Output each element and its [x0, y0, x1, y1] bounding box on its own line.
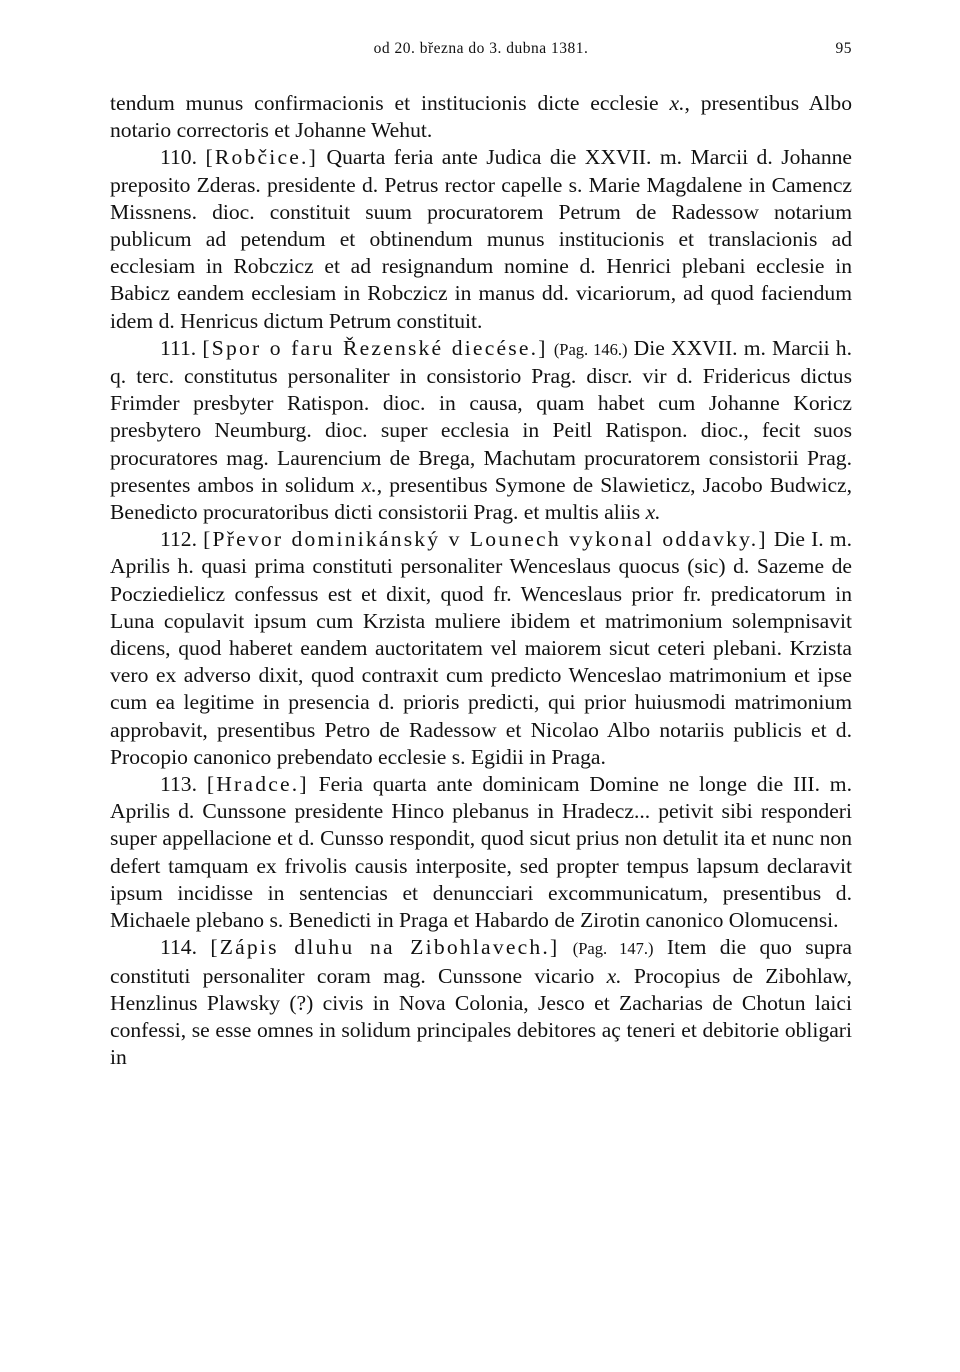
entry-number: 114. — [160, 935, 197, 960]
entry-heading: [Spor o faru Řezenské diecése.] — [202, 335, 548, 360]
paragraph-text: tendum munus confirmacionis et institucionis dicte ecclesie — [110, 91, 670, 115]
entry-110 — [110, 144, 852, 334]
entry-number: 111. — [160, 335, 197, 360]
entry-heading: [Robčice.] — [205, 145, 319, 170]
body-text — [110, 90, 852, 1071]
page-reference: (Pag. 146.) — [553, 339, 628, 359]
entry-heading: [Hradce.] — [206, 772, 309, 797]
entry-text: Die XXVII. m. Marcii h. q. terc. constitutus personaliter in consistorio Prag. discr. vir d. Fridericus dictus Frimder presbyter Ratispon. dioc. in causa, quam habet cum Johanne Koricz presbytero Neumburg. dioc. super ecclesia in Peitl Ratispon. dioc., fecit suos procuratores mag. Laurencium de Brega, Machutam procuratorem consistorii Prag. presentes ambos in solidum — [110, 335, 852, 497]
x-mark: x. — [361, 472, 377, 497]
paragraph-continuation — [110, 90, 852, 144]
x-mark: x. — [669, 91, 685, 115]
entry-text: Procopius de Zibohlaw, Henzlinus Plawsky (?) civis in Nova Colonia, Jesco et Zacharias de Chotun laici confessi, se esse omnes in solidum principales debitores aç teneri et debitorie obligari in — [110, 963, 852, 1070]
entry-113 — [110, 771, 852, 934]
x-mark: x. — [606, 963, 622, 988]
entry-text: , presentibus Symone de Slawieticz, Jacobo Budwicz, Benedicto procuratoribus dicti consistorii Prag. et multis aliis — [110, 472, 853, 525]
entry-111 — [110, 335, 852, 526]
entry-text: Quarta feria ante Judica die XXVII. m. Marcii d. Johanne preposito Zderas. presidente d. Petrus rector capelle s. Marie Magdalene in Camencz Missnens. dioc. constituit suum procuratorem Petrum de Radessow notarium publicum ad petendum et obtinendum munus institucionis et translacionis ad ecclesiam in Robczicz et ad resignandum nomine d. Henrici plebani ecclesie in Babicz eandem ecclesiam in Robczicz in manus dd. vicariorum, ad quod faciendum idem d. Henricus dictum Petrum constituit. — [110, 145, 853, 333]
paragraph-text: , presentibus Albo notario correctoris et Johanne Wehut. — [110, 91, 852, 143]
entry-text: Feria quarta ante dominicam Domine ne longe die III. m. Aprilis d. Cunssone presidente Hinco plebanus in Hradecz... petivit sibi responderi super appellacione et d. Cunsso respondit, quod sicut prius non detulit ita et nunc non defert tamquam ex frivolis causis interposite, sed propter tempus lapsum declaravit ipsum incidisse in sentencias et denuncciari excommunicatum, presentibus d. Michaele plebano s. Benedicti in Praga et Habardo de Zirotin canonico Olomucensi. — [110, 772, 853, 933]
entry-number: 110. — [160, 145, 197, 170]
page-reference: (Pag. 147.) — [572, 939, 654, 959]
page-number: 95 — [835, 40, 852, 57]
entry-text: Item die quo supra constituti personaliter coram mag. Cunssone vicario — [110, 935, 853, 988]
entry-number: 113. — [160, 772, 197, 797]
entry-number: 112. — [160, 527, 197, 552]
entry-112 — [110, 526, 852, 771]
entry-heading: [Zápis dluhu na Zibohlavech.] — [210, 935, 560, 960]
entry-114 — [110, 934, 852, 1071]
running-head — [110, 34, 852, 74]
entry-text: Die I. m. Aprilis h. quasi prima constituti personaliter Wenceslaus quocus (sic) d. Sazeme de Pocziedielicz confessus est et dixit, quod fr. Wenceslaus prior fr. predicatorum in Luna copulavit ipsum cum Krzista muliere ibidem et matrimonium solempnisavit dicens, quod haberet eandem auctoritatem vel maiorem sicut ceteri plebani. Krzista vero ex adverso dixit, quod contraxit cum predicto Wenceslao matrimonium et ipse cum ea legitime in presencia d. prioris predicti, qui prior huiusmodi matrimonium approbavit, presentibus Petro de Radessow et Nicolao Albo notariis publicis et d. Procopio canonico prebendato ecclesie s. Egidii in Praga. — [110, 527, 852, 769]
running-title: od 20. března do 3. dubna 1381. — [373, 40, 589, 57]
document-page — [110, 34, 852, 1071]
x-mark: x. — [645, 500, 661, 525]
entry-heading: [Převor dominikánský v Lounech vykonal oddavky.] — [203, 527, 768, 552]
